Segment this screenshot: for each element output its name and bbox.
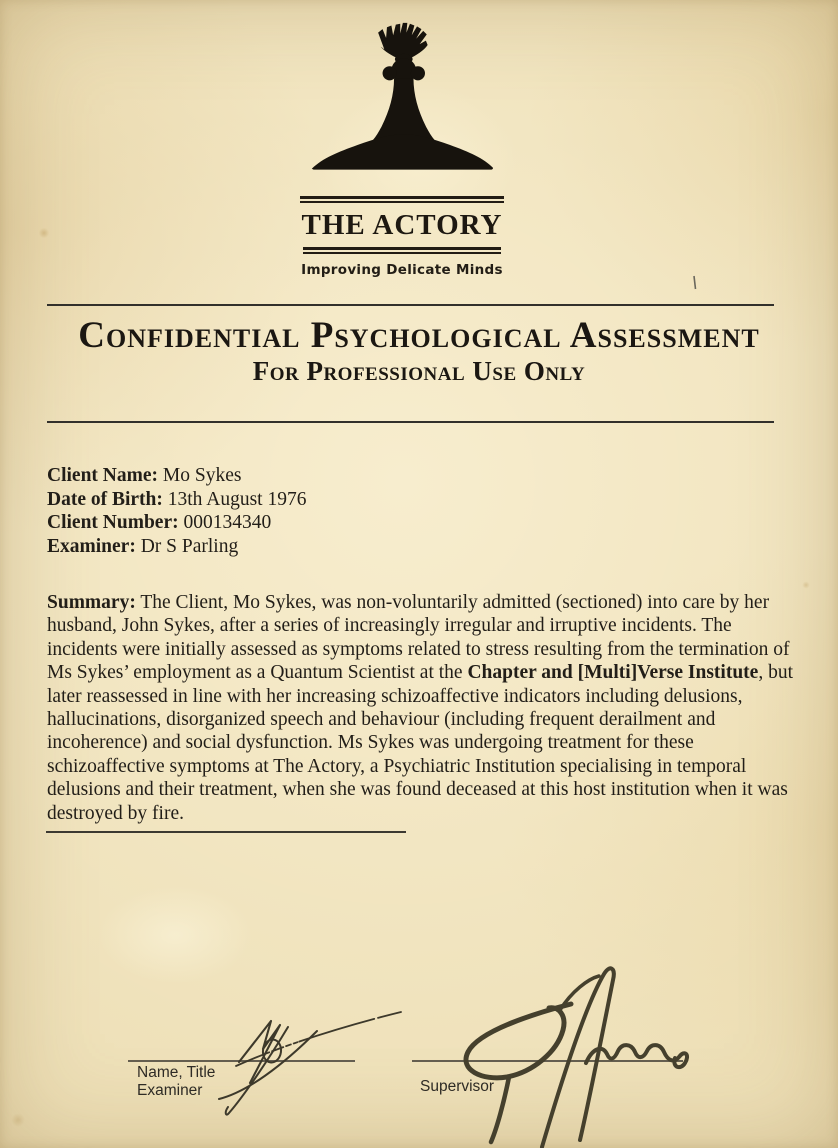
client-name-row [47,464,306,488]
signature-line-examiner [128,1060,355,1062]
logo-name: THE ACTORY [301,209,503,241]
logo-divider-lower [303,247,501,254]
stray-ink-mark [694,276,696,289]
examiner-signature-labels [137,1064,215,1100]
chess-queen-icon [296,22,508,190]
examiner-row [47,535,306,559]
summary-underline [46,831,406,833]
logo-block [296,22,508,278]
date-of-birth-value: 13th August 1976 [167,488,307,510]
client-number-label: Client Number: [47,512,179,534]
client-name-value: Mo Sykes [162,465,242,486]
date-of-birth-label: Date of Birth: [47,488,163,510]
client-details [47,464,306,558]
examiner-name-title-label: Name, Title [137,1064,216,1081]
examiner-role-label: Examiner [137,1082,203,1099]
supervisor-role-label: Supervisor [420,1078,495,1095]
logo-tagline: Improving Delicate Minds [301,262,503,279]
document-title: Confidential Psychological Assessment [78,315,760,356]
supervisor-signature [466,968,687,1147]
examiner-label: Examiner: [47,535,136,557]
client-name-label: Client Name: [47,465,159,486]
summary-paragraph: Summary: The Client, Mo Sykes, was non-voluntarily admitted (sectioned) into care by her husband, John Sykes, after a series of increasingly irregular and irruptive incidents. The incidents were initially assessed as symptoms related to stress resulting from the termination of Ms Sykes’ employment as a Quantum Scientist at the Chapter and [Multi]Verse Institute, but later reassessed in line with her increasing schizoaffective indicators including delusions, hallucinations, disorganized speech and behaviour (including frequent derailment and incoherence) and social dysfunction. Ms Sykes was undergoing treatment for these schizoaffective symptoms at The Actory, a Psychiatric Institution specialising in temporal delusions and their treatment, when she was found deceased at this host institution when it was destroyed by fire. [47,592,793,824]
examiner-value: Dr S Parling [140,535,239,557]
header-divider-top [47,304,774,306]
examiner-signature [219,1012,401,1115]
date-of-birth-row [47,488,306,512]
logo-divider-upper [300,196,504,203]
header-divider-bottom [47,421,774,423]
document-subtitle: For Professional Use Only [252,356,586,386]
client-number-value: 000134340 [183,512,272,534]
signature-line-supervisor [412,1060,683,1062]
client-number-row [47,511,306,535]
